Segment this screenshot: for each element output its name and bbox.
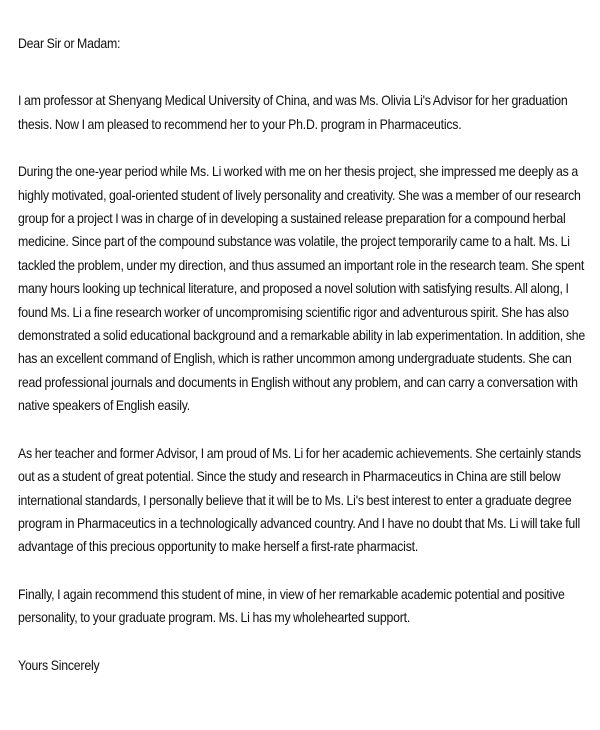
letter-body xyxy=(18,32,586,677)
paragraph-recommendation: As her teacher and former Advisor, I am proud of Ms. Li for her academic achievements. She certainly stands out as a student of great potential. Since the study and research in Pharmaceutics in China are still below international standards, I personally believe that it will be to Ms. Li's best interest to enter a graduate degree program in Pharmaceutics in a technologically advanced country. And I have no doubt that Ms. Li will take full advantage of this precious opportunity to make herself a first-rate pharmacist. xyxy=(18,444,581,555)
closing: Yours Sincerely xyxy=(18,656,100,673)
salutation: Dear Sir or Madam: xyxy=(18,35,121,51)
paragraph-conclusion: Finally, I again recommend this student of mine, in view of her remarkable academic potential and positive personality, to your graduate program. Ms. Li has my wholehearted support. xyxy=(18,585,565,626)
paragraph-introduction: I am professor at Shenyang Medical University of China, and was Ms. Olivia Li's Advisor for her graduation thesis. Now I am pleased to recommend her to your Ph.D. program in Pharmaceutics. xyxy=(18,92,568,132)
paragraph-research-experience: During the one-year period while Ms. Li worked with me on her thesis project, she impressed me deeply as a highly motivated, goal-oriented student of lively personality and creativity. She was a member of our research group for a project I was in charge of in developing a sustained release preparation for a compound herbal medicine. Since part of the compound substance was volatile, the project temporarily came to a halt. Ms. Li tackled the problem, under my direction, and thus assumed an important role in the research team. She spent many hours looking up technical literature, and proposed a novel solution with satisfying results. All along, I found Ms. Li a fine research worker of uncompromising scientific rigor and adventurous spirit. She has also demonstrated a solid educational background and a remarkable ability in lab experimentation. In addition, she has an excellent command of English, which is rather uncommon among undergraduate students. She can read professional journals and documents in English without any problem, and can carry a conversation with native speakers of English easily. xyxy=(18,163,586,414)
